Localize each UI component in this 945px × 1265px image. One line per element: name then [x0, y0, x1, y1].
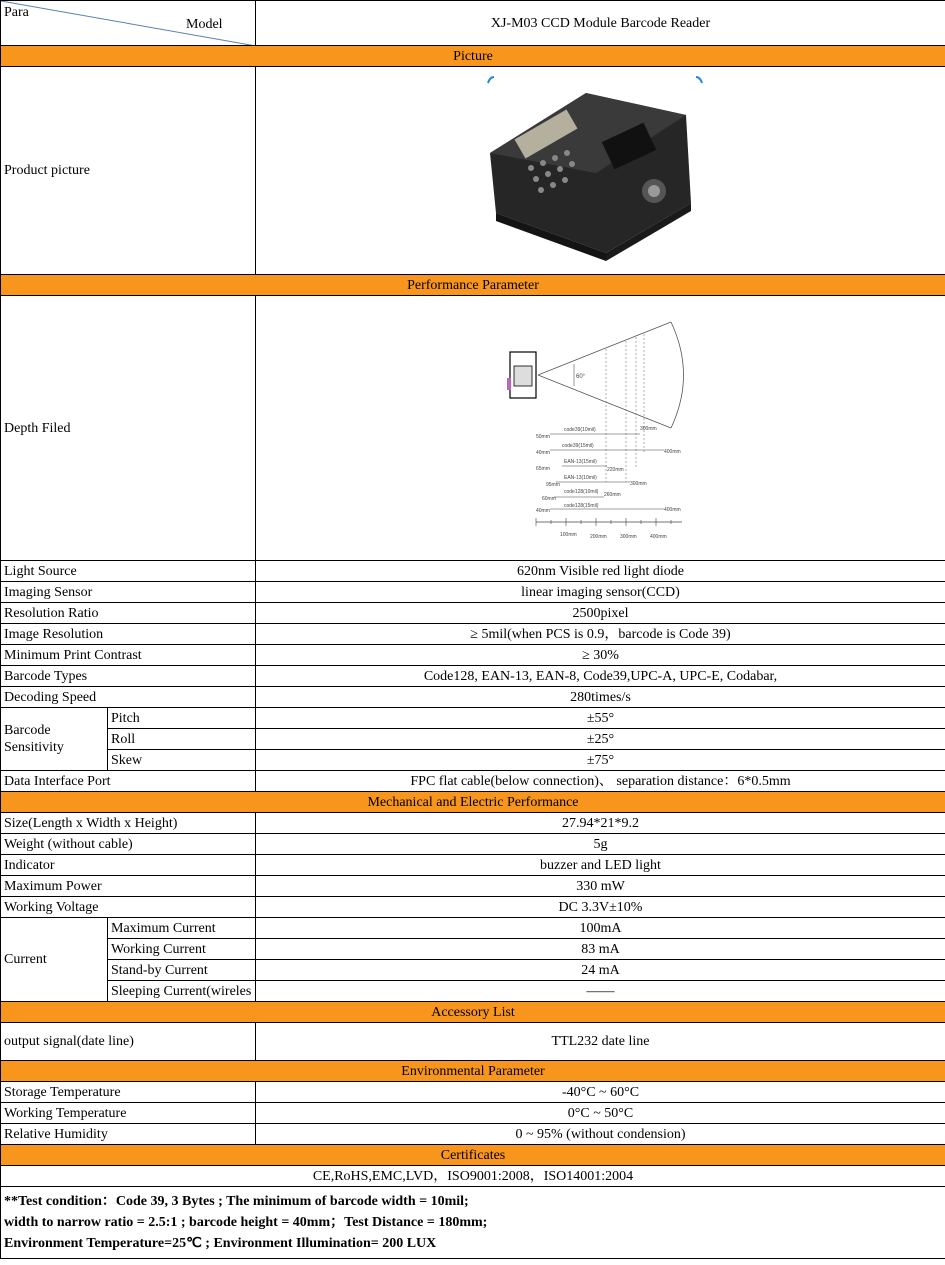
row-sublabel: Sleeping Current(wireles — [108, 981, 256, 1002]
note-line: **Test condition：Code 39, 3 Bytes ; The minimum of barcode width = 10mil; — [4, 1194, 469, 1209]
distance-label: 60mm — [541, 496, 556, 502]
row-sublabel: Pitch — [108, 708, 256, 729]
row-sublabel: Roll — [108, 729, 256, 750]
row-label: Weight (without cable) — [1, 834, 256, 855]
row-value: DC 3.3V±10% — [256, 897, 945, 918]
picture-label: Product picture — [1, 67, 256, 275]
row-value: 330 mW — [256, 876, 945, 897]
row-value: 5g — [256, 834, 945, 855]
code-label: EAN-13(10mil) — [563, 475, 597, 481]
header-row — [1, 1, 945, 46]
product-image — [486, 73, 716, 269]
section-certificates: Certificates — [1, 1145, 945, 1166]
row-label: Maximum Power — [1, 876, 256, 897]
product-title: XJ-M03 CCD Module Barcode Reader — [256, 1, 945, 46]
distance-label: 40mm — [535, 450, 550, 456]
row-label: Light Source — [1, 561, 256, 582]
picture-cell — [256, 67, 945, 275]
section-accessory: Accessory List — [1, 1002, 945, 1023]
row-value: TTL232 date line — [256, 1023, 945, 1061]
row-value: ≥ 30% — [256, 645, 945, 666]
row-sublabel: Stand-by Current — [108, 960, 256, 981]
row-label: Data Interface Port — [1, 771, 256, 792]
axis-tick: 300mm — [619, 534, 637, 540]
current-label: Current — [1, 918, 108, 1002]
depth-row — [1, 296, 945, 561]
row-value: ±75° — [256, 750, 945, 771]
range-label: 260mm — [603, 492, 621, 498]
distance-label: 40mm — [535, 508, 550, 514]
row-value: 100mA — [256, 918, 945, 939]
para-label: Para — [4, 5, 29, 20]
row-label: Working Voltage — [1, 897, 256, 918]
row-label: Minimum Print Contrast — [1, 645, 256, 666]
row-label: Working Temperature — [1, 1103, 256, 1124]
code-label: code39(10mil) — [563, 427, 596, 433]
depth-label: Depth Filed — [1, 296, 256, 561]
row-label: Image Resolution — [1, 624, 256, 645]
row-value: ≥ 5mil(when PCS is 0.9，barcode is Code 39) — [256, 624, 945, 645]
row-sublabel: Skew — [108, 750, 256, 771]
row-value: —— — [256, 981, 945, 1002]
distance-label: 50mm — [535, 434, 550, 440]
row-value: ±55° — [256, 708, 945, 729]
note-line: Environment Temperature=25℃ ; Environment Illumination= 200 LUX — [4, 1236, 437, 1251]
row-label: Barcode Types — [1, 666, 256, 687]
code-label: code128(10mil) — [563, 489, 598, 495]
section-environmental: Environmental Parameter — [1, 1061, 945, 1082]
para-model-cell — [1, 1, 256, 46]
note-line: width to narrow ratio = 2.5:1 ; barcode height = 40mm；Test Distance = 180mm; — [4, 1215, 488, 1230]
row-value: 280times/s — [256, 687, 945, 708]
row-label: Size(Length x Width x Height) — [1, 813, 256, 834]
row-value: 0°C ~ 50°C — [256, 1103, 945, 1124]
picture-row — [1, 67, 945, 275]
row-label: Indicator — [1, 855, 256, 876]
row-value: 83 mA — [256, 939, 945, 960]
row-label: Resolution Ratio — [1, 603, 256, 624]
angle-label: 60° — [575, 374, 585, 380]
range-label: 400mm — [663, 507, 681, 513]
row-label: Decoding Speed — [1, 687, 256, 708]
row-value: 27.94*21*9.2 — [256, 813, 945, 834]
range-label: 300mm — [639, 426, 657, 432]
certificates-value: CE,RoHS,EMC,LVD，ISO9001:2008，ISO14001:2004 — [1, 1166, 945, 1187]
depth-cell — [256, 296, 945, 561]
section-picture: Picture — [1, 46, 945, 67]
range-label: 220mm — [606, 467, 624, 473]
axis-tick: 100mm — [559, 532, 577, 538]
section-mechanical: Mechanical and Electric Performance — [1, 792, 945, 813]
row-sublabel: Maximum Current — [108, 918, 256, 939]
row-sublabel: Working Current — [108, 939, 256, 960]
row-value: 0 ~ 95% (without condension) — [256, 1124, 945, 1145]
row-value: 2500pixel — [256, 603, 945, 624]
code-label: code39(15mil) — [561, 443, 594, 449]
row-value: 24 mA — [256, 960, 945, 981]
model-label: Model — [186, 17, 223, 32]
row-value: ±25° — [256, 729, 945, 750]
axis-tick: 200mm — [589, 534, 607, 540]
code-label: EAN-13(15mil) — [563, 459, 597, 465]
range-label: 300mm — [629, 481, 647, 487]
row-value: FPC flat cable(below connection)、 separation distance：6*0.5mm — [256, 771, 945, 792]
row-label: Relative Humidity — [1, 1124, 256, 1145]
row-value: Code128, EAN-13, EAN-8, Code39,UPC-A, UPC-E, Codabar, — [256, 666, 945, 687]
row-value: -40°C ~ 60°C — [256, 1082, 945, 1103]
distance-label: 95mm — [545, 482, 560, 488]
test-conditions-note — [1, 1187, 945, 1259]
distance-label: 65mm — [535, 466, 550, 472]
range-label: 400mm — [663, 449, 681, 455]
axis-tick: 400mm — [649, 534, 667, 540]
depth-of-field-diagram — [506, 312, 696, 544]
row-label: output signal(date line) — [1, 1023, 256, 1061]
sensitivity-label: Barcode Sensitivity — [1, 708, 108, 771]
row-label: Imaging Sensor — [1, 582, 256, 603]
row-value: 620nm Visible red light diode — [256, 561, 945, 582]
row-value: buzzer and LED light — [256, 855, 945, 876]
row-value: linear imaging sensor(CCD) — [256, 582, 945, 603]
section-performance: Performance Parameter — [1, 275, 945, 296]
code-label: code128(15mil) — [563, 503, 598, 509]
row-label: Storage Temperature — [1, 1082, 256, 1103]
